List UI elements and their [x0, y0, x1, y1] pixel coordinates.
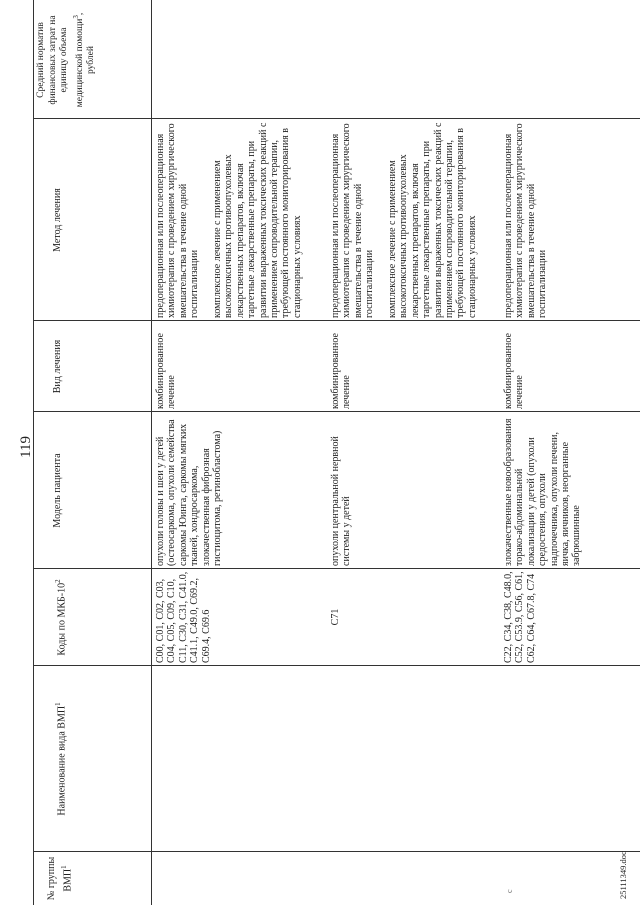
- row3-model: злокачественные новообразования торако-абдоминальной локализации у детей (опухоли средостения, опухоли надпочечника, опухоли печени, яичка, яичников, неорганные забрюшинные: [503, 418, 583, 566]
- row2-codes: C71: [330, 608, 341, 626]
- table-top-border: [33, 0, 34, 905]
- header-treatment-type: Вид лечения: [52, 339, 63, 394]
- header-icd-codes: Коды по МКБ-$10^2$: [54, 579, 68, 656]
- page-number: 119: [18, 436, 34, 458]
- header-bottom-border: [151, 0, 152, 905]
- row1-method-2: комплексное лечение с применением высокотоксичных противоопухолевых лекарственных препаратов, включая таргетные лекарственные препараты, при развитии выраженных токсических реакций с применением сопроводительной терапии, требующей постоянного мониторирования в стационарных условиях: [212, 122, 303, 318]
- col-divider-4: [33, 411, 640, 412]
- row3-codes: C22, C34, C38, C48.0, C52, C53.9, C56, C61, C62, C64, C67.8, C74: [503, 571, 537, 663]
- header-group-no: № группы ВМП$^1$: [46, 856, 74, 901]
- row1-model: опухоли головы и шеи у детей (остеосаркома, опухоли семейства саркомы Юинга, саркомы мягких тканей, хондросаркома, злокачественная фиброзная гистиоцитома, ретинобластома): [155, 419, 224, 566]
- row2-method-1: предоперационная или послеоперационная химиотерапия с проведением хирургического вмешательства в течение одной госпитализации: [330, 123, 376, 318]
- col-divider-3: [33, 568, 640, 569]
- col-divider-1: [33, 851, 640, 852]
- row1-method-1: предоперационная или послеоперационная химиотерапия с проведением хирургического вмешательства в течение одной госпитализации: [155, 123, 201, 318]
- row2-method-2: комплексное лечение с применением высокотоксичных противоопухолевых лекарственных препаратов, включая таргетные лекарственные препараты, при развитии выраженных токсических реакций с применением сопроводительной терапии, требующей постоянного мониторирования в стационарных условиях: [387, 122, 478, 318]
- header-patient-model: Модель пациента: [52, 453, 63, 528]
- row3-type: комбинированное лечение: [503, 333, 526, 409]
- header-avg-cost: Средний норматив финансовых затрат на единицу объема медицинской помощи$^3$, рублей: [36, 12, 97, 108]
- row2-type: комбинированное лечение: [330, 333, 353, 409]
- footer-doc-id: 25111349.doc: [618, 851, 628, 899]
- header-treatment-method: Метод лечения: [52, 188, 63, 252]
- col-divider-5: [33, 320, 640, 321]
- row1-codes: C00, C01, C02, C03, C04, C05, C09, C10, C11, C30, C31, C41.0, C41.1, C49.0, C69.2, C69.4, C69.6: [155, 571, 212, 663]
- col-divider-6: [33, 118, 640, 119]
- col-divider-2: [33, 665, 640, 666]
- row1-type: комбинированное лечение: [155, 333, 178, 409]
- header-vmp-name: Наименование вида ВМП$^1$: [54, 702, 68, 816]
- stray-mark: с: [505, 889, 514, 893]
- row2-model: опухоли центральной нервной системы у детей: [330, 436, 353, 566]
- row3-method-1: предоперационная или послеоперационная химиотерапия с проведением хирургического вмешательства в течение одной госпитализации: [503, 123, 549, 318]
